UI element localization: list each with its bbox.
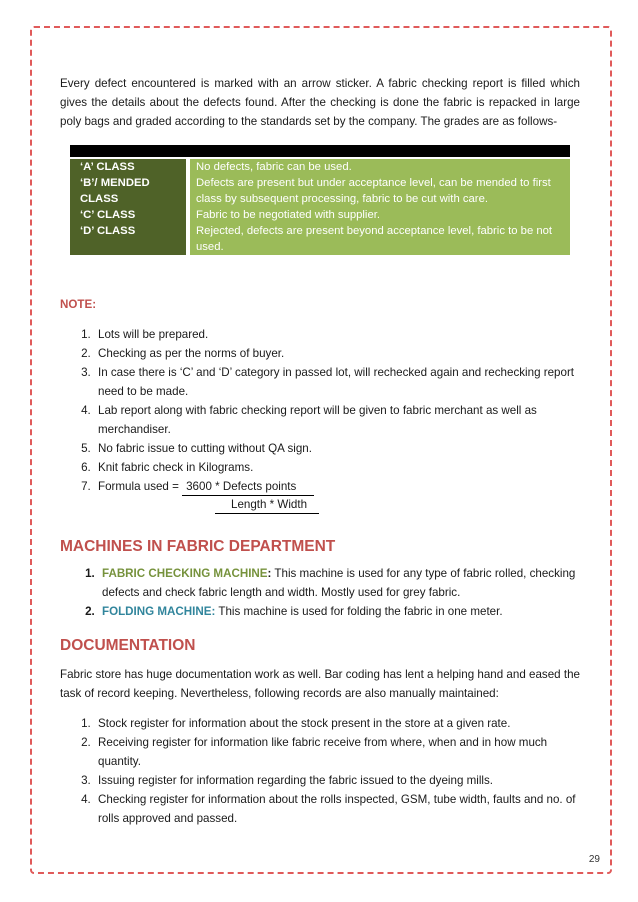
list-item: 6. Knit fabric check in Kilograms. [94,458,580,477]
formula-denominator: Length * Width [215,496,319,514]
documentation-paragraph: Fabric store has huge documentation work as well. Bar coding has lent a helping hand and eased the task of record keeping. Nevertheless, following records are also manually maintained: [60,668,580,700]
machine-separator: : [267,567,272,580]
list-item [98,602,580,621]
list-item: 3. Issuing register for information regarding the fabric issued to the dyeing mills. [94,771,580,790]
page-content [60,74,580,828]
grade-class: ‘B’/ MENDED CLASS [70,175,188,207]
grade-description: Fabric to be negotiated with supplier. [188,207,570,223]
grade-class: ‘A’ CLASS [70,159,188,175]
formula-item [94,477,580,514]
grade-description: Rejected, defects are present beyond acceptance level, fabric to be not used. [188,223,570,255]
machine-description: This machine is used for folding the fabric in one meter. [215,605,503,618]
list-item: 4. Checking register for information about the rolls inspected, GSM, tube width, faults and no. of rolls approved and passed. [94,790,580,828]
intro-paragraph: Every defect encountered is marked with an arrow sticker. A fabric checking report is filled which gives the details about the defects found. After the checking is done the fabric is repacked in large poly bags and graded according to the standards set by the company. The grades are as follows- [60,77,580,128]
grade-table [70,145,570,255]
machines-heading: MACHINES IN FABRIC DEPARTMENT [60,538,336,555]
page-number: 29 [588,854,600,865]
list-item [98,564,580,602]
table-row [70,175,570,207]
table-row [70,207,570,223]
note-label: NOTE: [60,298,97,311]
note-list [60,325,580,514]
formula-numerator: 3600 * Defects points [182,478,314,496]
list-item: 2. Receiving register for information like fabric receive from where, when and in how much quantity. [94,733,580,771]
machine-list [60,564,580,621]
list-item: 3. In case there is ‘C’ and ‘D’ category in passed lot, will rechecked again and rechecking report need to be made. [94,363,580,401]
list-item: 2. Checking as per the norms of buyer. [94,344,580,363]
formula-label: Formula used = [98,480,179,493]
list-item: 1. Lots will be prepared. [94,325,580,344]
grade-class: ‘C’ CLASS [70,207,188,223]
list-item: 5. No fabric issue to cutting without QA sign. [94,439,580,458]
documentation-heading: DOCUMENTATION [60,637,196,654]
table-row [70,159,570,175]
list-item: 4. Lab report along with fabric checking report will be given to fabric merchant as well as merchandiser. [94,401,580,439]
records-list [60,714,580,828]
grade-class: ‘D’ CLASS [70,223,188,255]
grade-description: No defects, fabric can be used. [188,159,570,175]
table-row [70,223,570,255]
machine-name: FABRIC CHECKING MACHINE [102,567,268,580]
machine-name: FOLDING MACHINE: [102,605,216,618]
grade-table-header [70,145,570,157]
grade-description: Defects are present but under acceptance level, can be mended to first class by subsequent processing, fabric to be cut with care. [188,175,570,207]
machine-description: This machine is used for any type of fabric rolled, checking defects and check fabric length and width. Mostly used for grey fabric. [102,567,576,599]
list-item: 1. Stock register for information about the stock present in the store at a given rate. [94,714,580,733]
